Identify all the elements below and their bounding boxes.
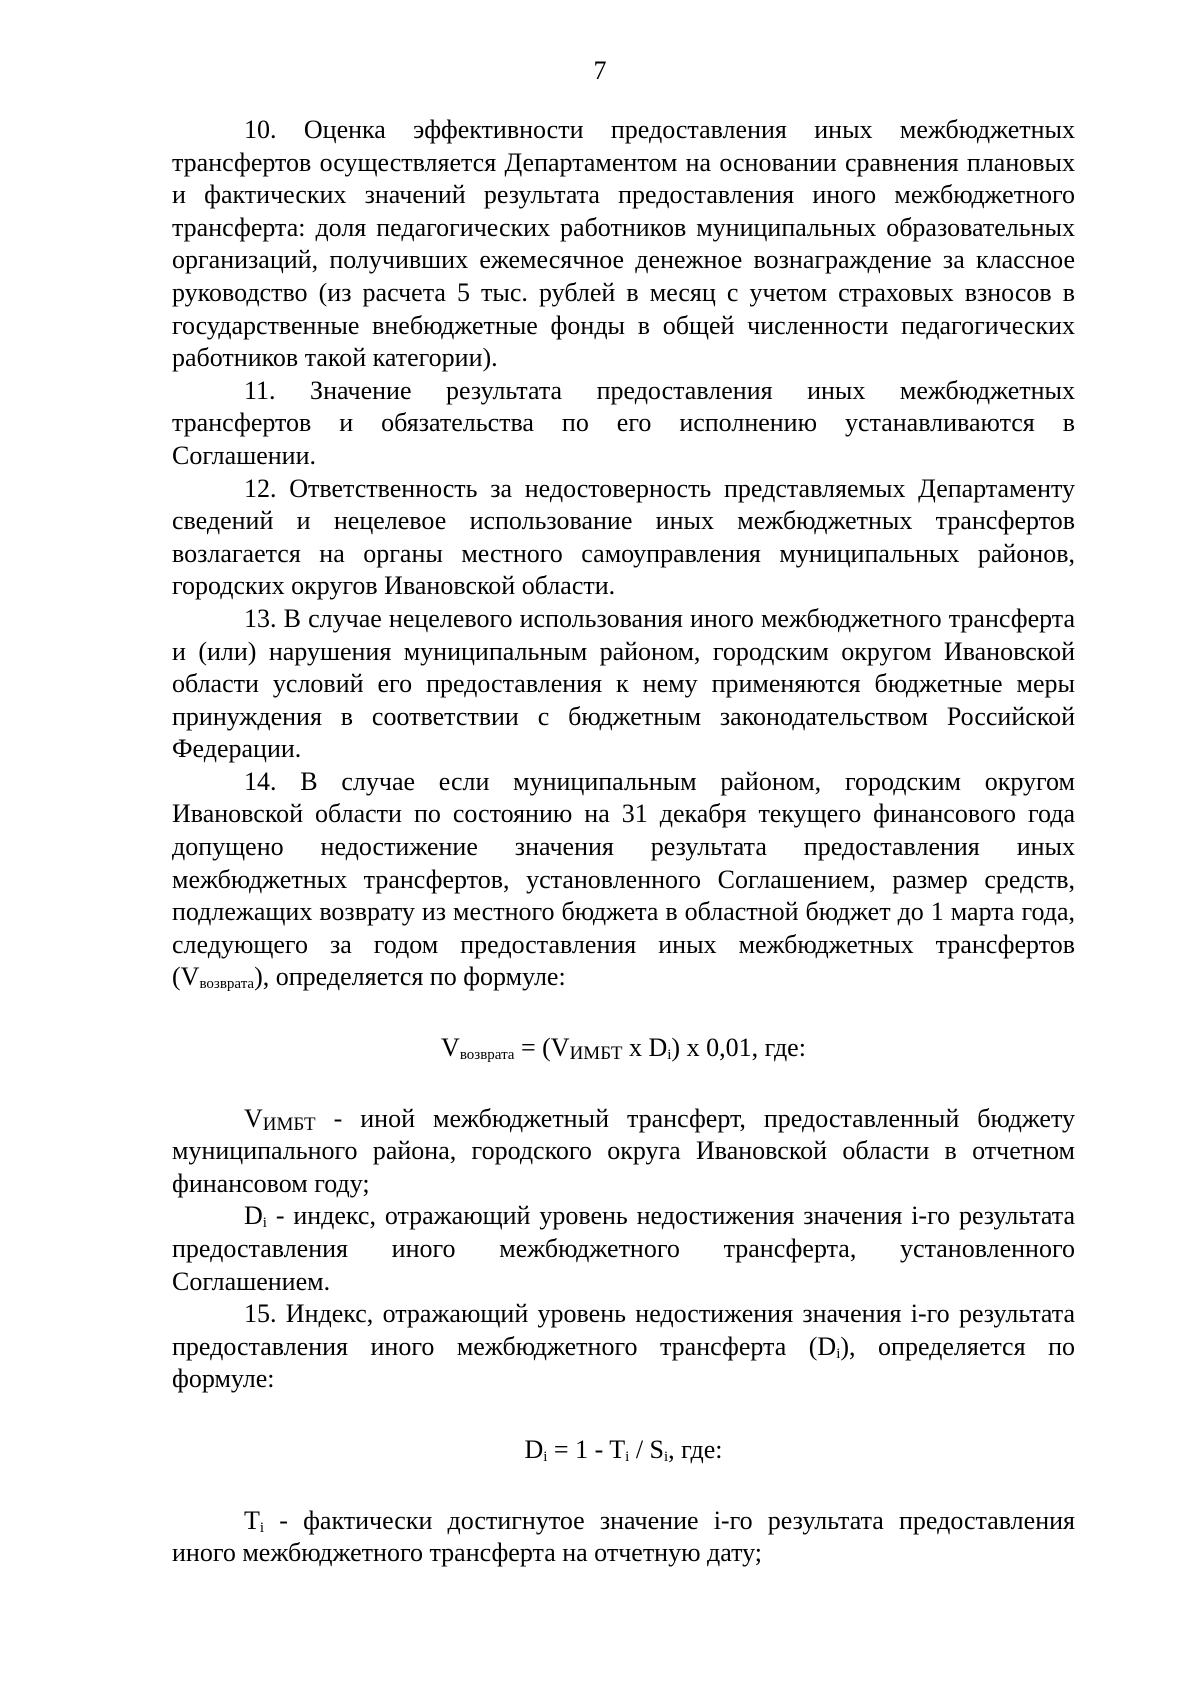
- document-body: [172, 114, 1075, 1570]
- formula2-slash: / S: [629, 1434, 664, 1464]
- paragraph-10: 10. Оценка эффективности предоставления иных межбюджетных трансфертов осуществляется Департаментом на основании сравнения плановых и фактических значений результата предоставления иного межбюджетного трансферта: доля педагогических работников муниципальных образовательных организаций, получивших ежемесячное денежное вознаграждение за классное руководство (из расчета 5 тыс. рублей в месяц с учетом страховых взносов в государственные внебюджетные фонды в общей численности педагогических работников такой категории).: [172, 115, 1075, 373]
- formula1-v: V: [441, 1033, 460, 1063]
- paragraph-14-text: 14. В случае если муниципальным районом, городским округом Ивановской области по состоянию на 31 декабря текущего финансового года допущено недостижение значения результата предоставления иных межбюджетных трансфертов, установленного Соглашением, размер средств, подлежащих возврату из местного бюджета в областной бюджет до 1 марта года, следующего за годом предоставления иных межбюджетных трансфертов (V: [172, 766, 1075, 992]
- definition-di-text: - индекс, отражающий уровень недостижения значения i-го результата предоставления иного межбюджетного трансферта, установленного Соглашением.: [172, 1201, 1075, 1296]
- definition-ti: [172, 1505, 1075, 1570]
- definition-vimbt: [172, 1103, 1075, 1201]
- formula-index: [172, 1434, 1075, 1467]
- formula2-d-subscript: i: [543, 1448, 548, 1465]
- formula2-mid: = 1 - T: [547, 1434, 626, 1464]
- formula1-v-subscript: возврата: [459, 1047, 515, 1064]
- formula1-eq: = (V: [514, 1033, 570, 1063]
- definition-ti-symbol: T: [244, 1505, 260, 1535]
- paragraph-14-subscript: возврата: [199, 976, 255, 993]
- definition-di: [172, 1200, 1075, 1298]
- paragraph-13: 13. В случае нецелевого использования иного межбюджетного трансферта и (или) нарушения муниципальным районом, городским округом Ивановской области условий его предоставления к нему применяются бюджетные меры принуждения в соответствии с бюджетным законодательством Российской Федерации.: [172, 603, 1075, 764]
- formula1-i-subscript: i: [667, 1047, 672, 1064]
- paragraph-15-tail: ), определяется по формуле:: [172, 1331, 1075, 1394]
- paragraph-15: [172, 1298, 1075, 1396]
- definition-vimbt-text: - иной межбюджетный трансферт, предоставленный бюджету муниципального района, городского округа Ивановской области в отчетном финансовом году;: [172, 1103, 1075, 1198]
- formula2-d: D: [524, 1434, 544, 1464]
- paragraph-14: [172, 766, 1075, 994]
- paragraph-12: 12. Ответственность за недостоверность представляемых Департаменту сведений и нецелевое использование иных межбюджетных трансфертов возлагается на органы местного самоуправления муниципальных районов, городских округов Ивановской области.: [172, 473, 1075, 601]
- formula-return-amount: [172, 1032, 1075, 1065]
- paragraph-15-text: 15. Индекс, отражающий уровень недостижения значения i-го результата предоставления иного межбюджетного трансферта (D: [172, 1299, 1075, 1361]
- formula2-rest: , где:: [668, 1434, 723, 1464]
- definition-di-symbol: D: [244, 1201, 263, 1231]
- formula2-s-subscript: i: [664, 1448, 669, 1465]
- paragraph-11: 11. Значение результата предоставления иных межбюджетных трансфертов и обязательства по его исполнению устанавливаются в Соглашении.: [172, 375, 1075, 470]
- definition-vimbt-symbol: V: [244, 1103, 263, 1133]
- formula1-rest: ) x 0,01, где:: [671, 1033, 806, 1063]
- paragraph-14-tail: ), определяется по формуле:: [254, 962, 566, 992]
- definition-ti-text: - фактически достигнутое значение i-го результата предоставления иного межбюджетного трансферта на отчетную дату;: [172, 1505, 1075, 1568]
- formula2-t-subscript: i: [625, 1448, 630, 1465]
- page-number: 7: [593, 56, 607, 85]
- paragraph-15-subscript: i: [836, 1345, 841, 1362]
- definition-di-subscript: i: [262, 1215, 267, 1232]
- definition-ti-subscript: i: [259, 1519, 265, 1536]
- definition-vimbt-subscript: ИМБТ: [262, 1113, 316, 1135]
- formula1-imbt-subscript: ИМБТ: [569, 1043, 623, 1065]
- formula1-x: x D: [622, 1033, 668, 1063]
